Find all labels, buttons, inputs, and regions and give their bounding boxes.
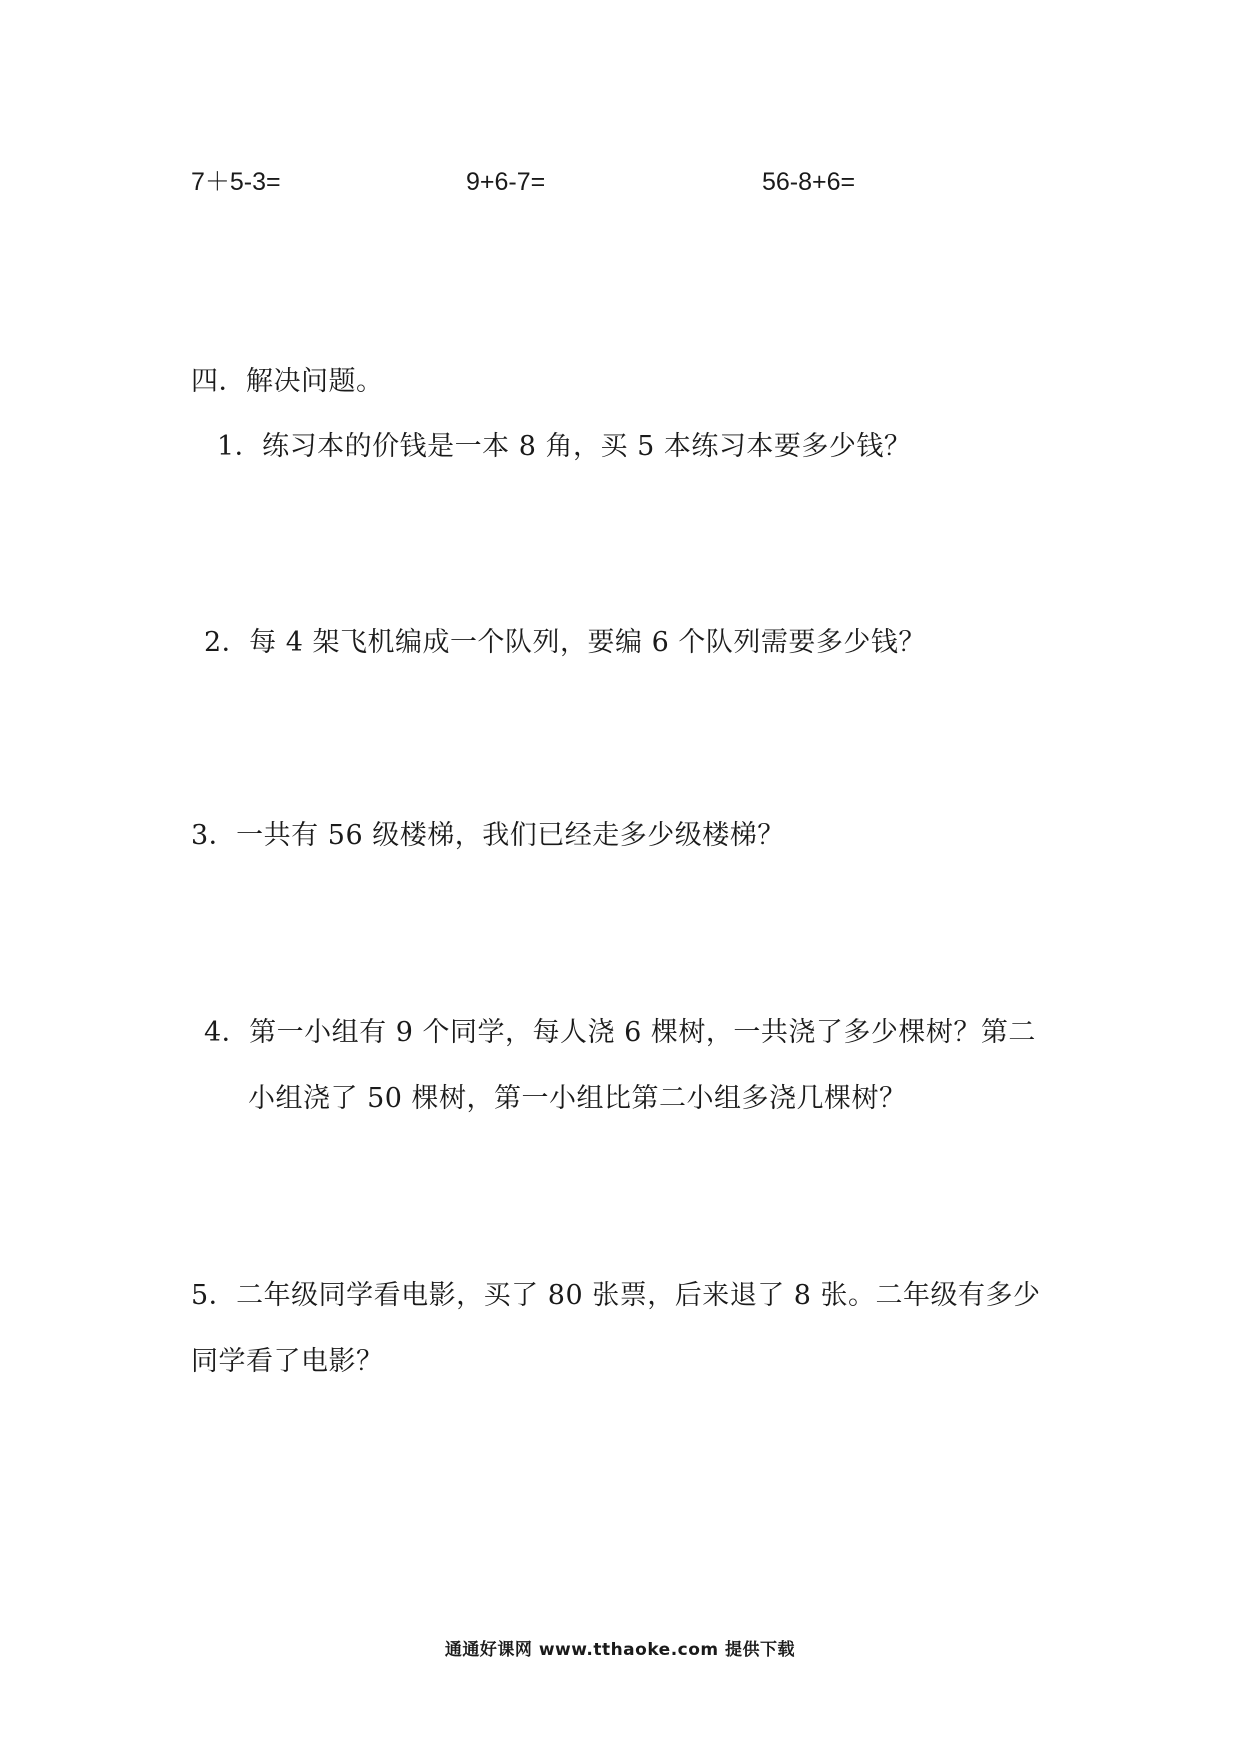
- question-5-line-2: 同学看了电影？: [191, 1346, 384, 1377]
- question-4-line-1: 4．第一小组有 9 个同学，每人浇 6 棵树，一共浇了多少棵树？第二: [204, 1017, 1036, 1048]
- question-1: 1．练习本的价钱是一本 8 角，买 5 本练习本要多少钱？: [217, 431, 912, 462]
- section-title: 四．解决问题。: [191, 366, 384, 397]
- expression-1: 7＋5-3=: [191, 168, 281, 196]
- question-5-line-1: 5．二年级同学看电影，买了 80 张票，后来退了 8 张。二年级有多少: [191, 1280, 1041, 1311]
- expression-2: 9+6-7=: [466, 168, 546, 196]
- question-4-line-2: 小组浇了 50 棵树，第一小组比第二小组多浇几棵树？: [248, 1083, 907, 1114]
- page-footer: 通通好课网 www.tthaoke.com 提供下载: [444, 1640, 796, 1660]
- expression-3: 56-8+6=: [762, 168, 856, 196]
- question-2: 2．每 4 架飞机编成一个队列，要编 6 个队列需要多少钱？: [204, 627, 926, 658]
- question-3: 3．一共有 56 级楼梯，我们已经走多少级楼梯？: [191, 820, 785, 851]
